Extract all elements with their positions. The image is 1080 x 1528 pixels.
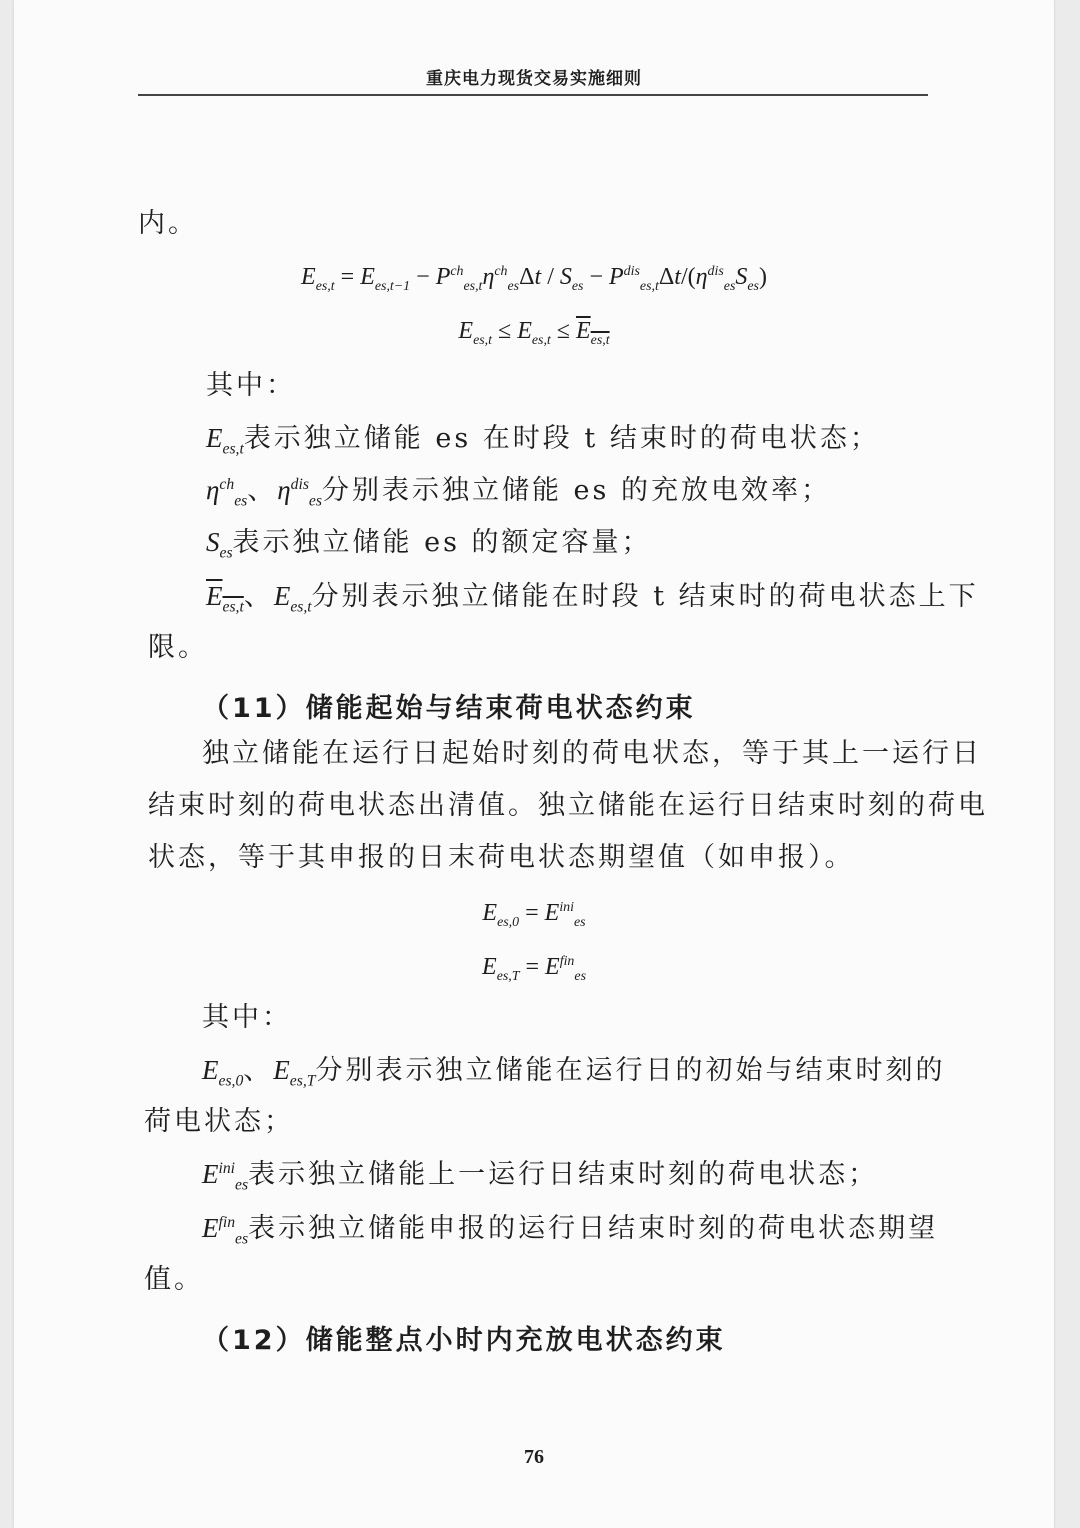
- where-label-2: 其中：: [202, 1002, 292, 1033]
- definition-initial-final-continuation: 荷电状态；: [144, 1106, 294, 1137]
- definition-bounds-continuation: 限。: [148, 632, 208, 663]
- definition-ini-text: 表示独立储能上一运行日结束时刻的荷电状态；: [248, 1159, 879, 1190]
- equation-soc-update: $E_{es,t} = E_{es,t-1} - P^{ch}_{es,t}\eta^{ch}_{es}\Delta t / S_{es} - P^{dis}_{es,t}\Delta t/(\eta^{dis}_{es}S_{es})$: [301, 264, 767, 294]
- definition-soc-text: 表示独立储能 es 在时段 t 结束时的荷电状态；: [243, 423, 880, 454]
- section-heading-12: （12）储能整点小时内充放电状态约束: [202, 1325, 726, 1356]
- equation-final-soc: $E_{es,T} = E^{fin}_{es}$: [482, 954, 586, 984]
- equation-soc-bounds: $E_{es,t} \le E_{es,t} \le E_{es,t}$: [458, 318, 610, 348]
- definition-ini: $E^{ini}_{es}$表示独立储能上一运行日结束时刻的荷电状态；: [202, 1159, 879, 1194]
- definition-fin: $E^{fin}_{es}$表示独立储能申报的运行日结束时刻的荷电状态期望: [202, 1213, 939, 1248]
- document-page: [14, 0, 1054, 1528]
- definition-efficiency-text: 分别表示独立储能 es 的充放电效率；: [321, 475, 831, 506]
- definition-fin-text: 表示独立储能申报的运行日结束时刻的荷电状态期望: [248, 1213, 939, 1244]
- definition-capacity-text: 表示独立储能 es 的额定容量；: [232, 527, 652, 558]
- page-number: 76: [524, 1446, 544, 1468]
- definition-bounds: $E_{es,t}$、$E_{es,t}$分别表示独立储能在时段 t 结束时的荷电状态上下: [206, 581, 979, 616]
- definition-capacity: $S_{es}$表示独立储能 es 的额定容量；: [206, 527, 652, 562]
- definition-efficiency: $\eta^{ch}_{es}$、$\eta^{dis}_{es}$分别表示独立储能 es 的充放电效率；: [206, 475, 831, 510]
- paragraph-11-line3: 状态，等于其申报的日末荷电状态期望值（如申报）。: [148, 842, 855, 873]
- definition-soc: $E_{es,t}$表示独立储能 es 在时段 t 结束时的荷电状态；: [206, 423, 880, 458]
- equation-initial-soc: $E_{es,0} = E^{ini}_{es}$: [482, 900, 586, 930]
- header-rule: [138, 94, 928, 96]
- definition-initial-final-text: 分别表示独立储能在运行日的初始与结束时刻的: [315, 1055, 946, 1086]
- section-heading-11: （11）储能起始与结束荷电状态约束: [202, 693, 696, 724]
- where-label: 其中：: [206, 370, 296, 401]
- definition-bounds-text: 分别表示独立储能在时段 t 结束时的荷电状态上下: [311, 581, 979, 612]
- definition-initial-final: $E_{es,0}$、$E_{es,T}$分别表示独立储能在运行日的初始与结束时刻的: [202, 1055, 946, 1090]
- definition-fin-continuation: 值。: [144, 1264, 204, 1295]
- paragraph-11-line2: 结束时刻的荷电状态出清值。独立储能在运行日结束时刻的荷电: [148, 790, 988, 821]
- header-title: 重庆电力现货交易实施细则: [426, 69, 642, 89]
- paragraph-continuation: 内。: [138, 208, 198, 239]
- paragraph-11-line1: 独立储能在运行日起始时刻的荷电状态，等于其上一运行日: [202, 738, 982, 769]
